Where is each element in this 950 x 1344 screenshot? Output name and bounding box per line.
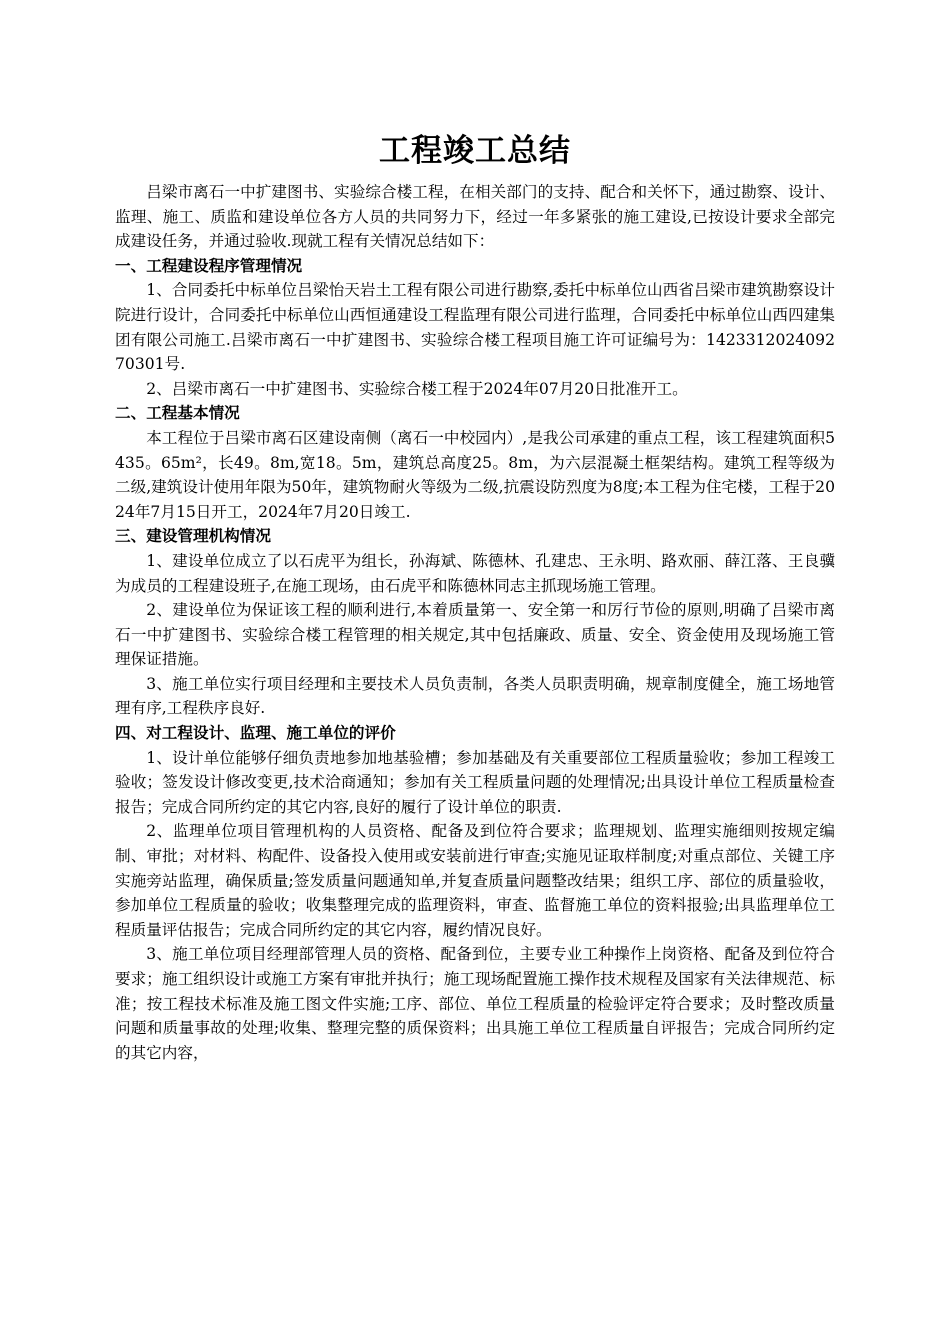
paragraph: 1、合同委托中标单位吕梁怡天岩土工程有限公司进行勘察,委托中标单位山西省吕梁市建筑勘察设计院进行设计，合同委托中标单位山西恒通建设工程监理有限公司进行监理，合同委托中标单位山西四建集团有限公司施工.吕梁市离石一中扩建图书、实验综合楼工程项目施工许可证编号为：142331202409270301号. (115, 281, 835, 374)
document-page (115, 128, 835, 1065)
paragraph: 本工程位于吕梁市离石区建设南侧（离石一中校园内）,是我公司承建的重点工程，该工程建筑面积5435。65m²，长49。8m,宽18。5m，建筑总高度25。8m，为六层混凝土框架结构。建筑工程等级为二级,建筑设计使用年限为50年，建筑物耐火等级为二级,抗震设防烈度为8度;本工程为住宅楼，工程于2024年7月15日开工，2024年7月20日竣工. (115, 428, 835, 521)
section-heading-3: 三、建设管理机构情况 (115, 527, 271, 546)
paragraph: 2、建设单位为保证该工程的顺利进行,本着质量第一、安全第一和厉行节俭的原则,明确了吕梁市离石一中扩建图书、实验综合楼工程管理的相关规定,其中包括廉政、质量、安全、资金使用及现场施工管理保证措施。 (115, 601, 835, 669)
section-heading-4: 四、对工程设计、监理、施工单位的评价 (115, 724, 396, 743)
paragraph: 3、施工单位项目经理部管理人员的资格、配备到位，主要专业工种操作上岗资格、配备及到位符合要求；施工组织设计或施工方案有审批并执行；施工现场配置施工操作技术规程及国家有关法律规范、标准；按工程技术标准及施工图文件实施;工序、部位、单位工程质量的检验评定符合要求；及时整改质量问题和质量事故的处理;收集、整理完整的质保资料；出具施工单位工程质量自评报告；完成合同所约定的其它内容， (115, 945, 835, 1062)
intro-paragraph: 吕梁市离石一中扩建图书、实验综合楼工程，在相关部门的支持、配合和关怀下，通过勘察、设计、监理、施工、质监和建设单位各方人员的共同努力下，经过一年多紧张的施工建设,已按设计要求全部完成建设任务，并通过验收.现就工程有关情况总结如下： (115, 183, 835, 251)
paragraph: 1、建设单位成立了以石虎平为组长，孙海斌、陈德林、孔建忠、王永明、路欢丽、薛江落、王良骥为成员的工程建设班子,在施工现场，由石虎平和陈德林同志主抓现场施工管理。 (115, 551, 835, 595)
paragraph: 3、施工单位实行项目经理和主要技术人员负责制，各类人员职责明确，规章制度健全，施工场地管理有序,工程秩序良好. (115, 674, 835, 718)
section-heading-1: 一、工程建设程序管理情况 (115, 256, 303, 275)
paragraph: 1、设计单位能够仔细负责地参加地基验槽；参加基础及有关重要部位工程质量验收；参加工程竣工验收；签发设计修改变更,技术洽商通知；参加有关工程质量问题的处理情况;出具设计单位工程质量检查报告；完成合同所约定的其它内容,良好的履行了设计单位的职责. (115, 748, 835, 816)
section-heading-2: 二、工程基本情况 (115, 404, 240, 423)
paragraph: 2、监理单位项目管理机构的人员资格、配备及到位符合要求；监理规划、监理实施细则按规定编制、审批；对材料、构配件、设备投入使用或安装前进行审查;实施见证取样制度;对重点部位、关键工序实施旁站监理，确保质量;签发质量问题通知单,并复查质量问题整改结果；组织工序、部位的质量验收，参加单位工程质量的验收；收集整理完成的监理资料，审查、监督施工单位的资料报验;出具监理单位工程质量评估报告；完成合同所约定的其它内容，履约情况良好。 (115, 822, 835, 939)
page-title: 工程竣工总结 (379, 133, 571, 169)
paragraph: 2、吕梁市离石一中扩建图书、实验综合楼工程于2024年07月20日批准开工。 (146, 379, 688, 398)
